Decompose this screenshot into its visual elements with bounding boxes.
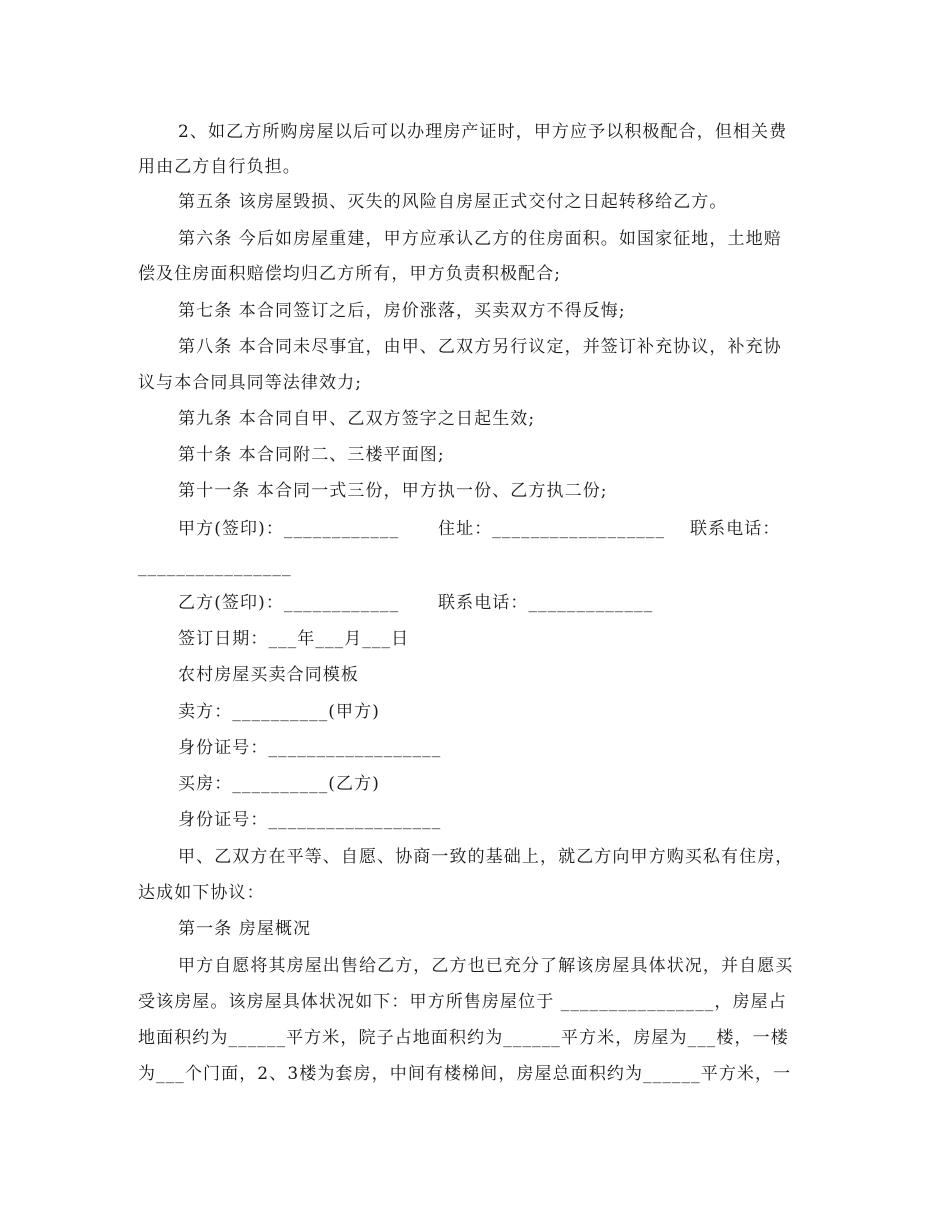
- paragraph-line: 甲方自愿将其房屋出售给乙方，乙方也已充分了解该房屋具体状况，并自愿买: [178, 956, 794, 976]
- buyer-field: 买房：__________(乙方): [178, 774, 380, 794]
- party-a-phone-label: 联系电话：: [690, 519, 781, 539]
- seller-id-field: 身份证号：__________________: [178, 738, 442, 758]
- paragraph-line: 偿及住房面积赔偿均归乙方所有，甲方负责积极配合;: [138, 264, 562, 284]
- clause-11: 第十一条 本合同一式三份，甲方执一份、乙方执二份;: [178, 481, 608, 501]
- paragraph-line: 为___个门面，2、3楼为套房，中间有楼梯间，房屋总面积约为______平方米，一: [138, 1064, 792, 1084]
- clause-7: 第七条 本合同签订之后，房价涨落，买卖双方不得反悔;: [178, 301, 626, 321]
- party-b-phone-field: 联系电话：_____________: [438, 593, 654, 613]
- paragraph-line: 受该房屋。该房屋具体状况如下：甲方所售房屋位于 ________________，房屋占: [138, 992, 787, 1012]
- clause-10: 第十条 本合同附二、三楼平面图;: [178, 445, 445, 465]
- agreement-intro: 甲、乙双方在平等、自愿、协商一致的基础上，就乙方向甲方购买私有住房，: [178, 847, 794, 867]
- buyer-id-field: 身份证号：__________________: [178, 810, 442, 830]
- clause-5: 第五条 该房屋毁损、灭失的风险自房屋正式交付之日起转移给乙方。: [178, 192, 728, 212]
- party-a-address-field: 住址：__________________: [438, 519, 666, 539]
- clause-6: 第六条 今后如房屋重建，甲方应承认乙方的住房面积。如国家征地，土地赔: [178, 229, 782, 249]
- clause-8: 第八条 本合同未尽事宜，由甲、乙双方另行议定，并签订补充协议，补充协: [178, 337, 782, 357]
- party-b-signature-field: 乙方(签印)：____________: [178, 593, 400, 613]
- template-title: 农村房屋买卖合同模板: [178, 665, 359, 685]
- paragraph-line: 用由乙方自行负担。: [138, 157, 301, 177]
- seller-field: 卖方：__________(甲方): [178, 702, 380, 722]
- signing-date: 签订日期：___年___月___日: [178, 629, 410, 649]
- paragraph-line: 达成如下协议：: [138, 883, 265, 903]
- clause-1-heading: 第一条 房屋概况: [178, 919, 312, 939]
- clause-9: 第九条 本合同自甲、乙双方签字之日起生效;: [178, 409, 536, 429]
- paragraph-line: 议与本合同具同等法律效力;: [138, 373, 363, 393]
- paragraph-line: 2、如乙方所购房屋以后可以办理房产证时，甲方应予以积极配合，但相关费: [178, 122, 788, 142]
- party-a-phone-blank: ________________: [138, 557, 292, 577]
- paragraph-line: 地面积约为______平方米，院子占地面积约为______平方米，房屋为___楼，一楼: [138, 1028, 789, 1048]
- party-a-signature-field: 甲方(签印)：____________: [178, 519, 400, 539]
